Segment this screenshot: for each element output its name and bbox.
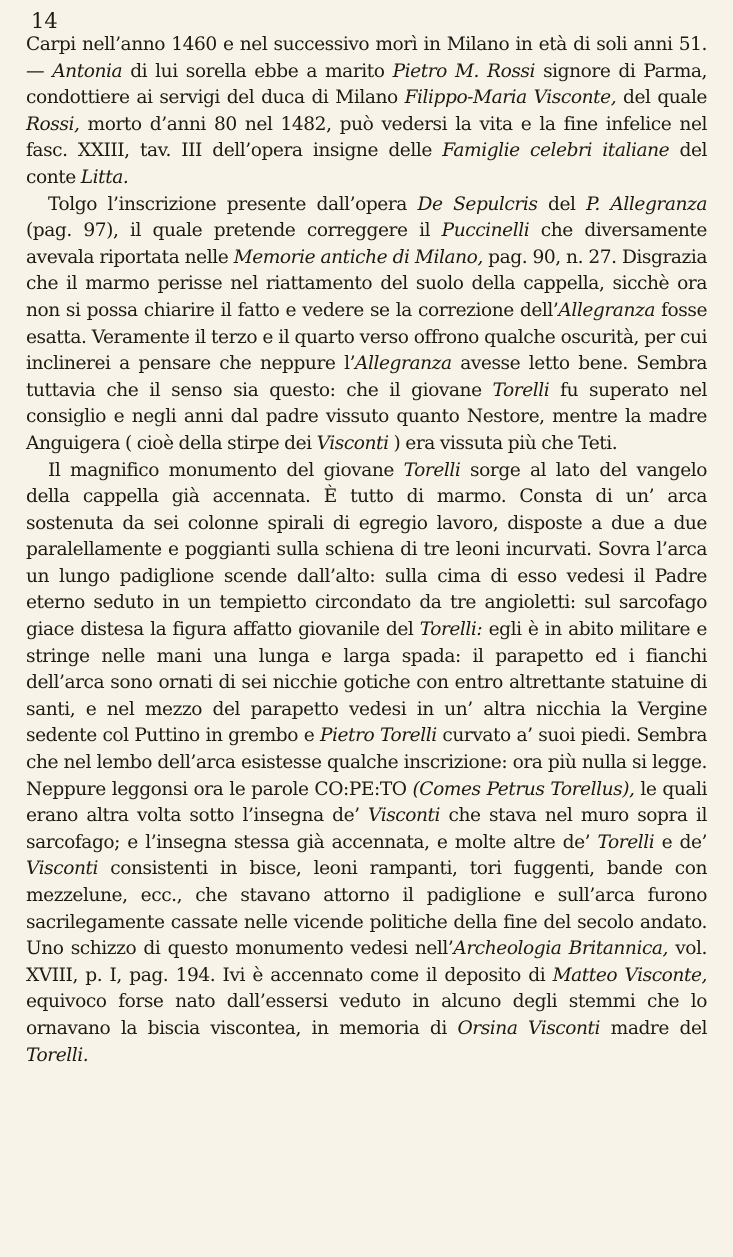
text-run: pag. 90, n. 27. Disgrazia che il marmo perisse nel riattamento del suolo della cappella, sicchè ora non si possa chiarire il fatto e vedere se la correzione dell’ bbox=[26, 246, 707, 321]
text-run: fosse esatta. Veramente il terzo e il quarto verso offrono qualche oscurità, per cui inclinerei a pensare che neppure l’ bbox=[26, 299, 707, 375]
text-run: e de’ bbox=[654, 831, 707, 853]
italic-run: (Comes Petrus Torellus), bbox=[412, 778, 635, 800]
italic-run: Torelli bbox=[403, 459, 461, 481]
italic-run: Pietro Torelli bbox=[319, 725, 437, 747]
italic-run: Memorie antiche di Milano, bbox=[233, 246, 483, 268]
italic-run: Famiglie celebri italiane bbox=[442, 140, 670, 162]
italic-run: Torelli: bbox=[419, 619, 483, 641]
text-run: del bbox=[537, 193, 587, 215]
italic-run: Visconti bbox=[26, 858, 98, 880]
italic-run: Litta. bbox=[80, 166, 129, 188]
text-run: morto d’anni 80 nel 1482, può vedersi la vita e la fine infelice nel fasc. XXIII, tav. III dell’opera insigne delle bbox=[26, 113, 707, 162]
text-run: ) era vissuta più che Teti. bbox=[388, 432, 618, 454]
italic-run: Visconti bbox=[316, 432, 389, 454]
italic-run: Torelli bbox=[597, 831, 655, 853]
paragraph-1 bbox=[26, 32, 707, 192]
text-run: che stava nel muro sopra il sarcofago; e l’insegna stessa già accennata, e molte altre de’ bbox=[26, 805, 707, 853]
text-run: Carpi nell’anno 1460 e nel successivo morì in Milano in età di soli anni 51. — bbox=[26, 34, 707, 82]
paragraph-2 bbox=[26, 192, 707, 458]
italic-run: Torelli. bbox=[26, 1044, 89, 1066]
text-run: madre del bbox=[600, 1017, 708, 1039]
italic-run: Pietro M. Rossi bbox=[392, 60, 536, 82]
text-run: fu superato nel consiglio e negli anni dal padre vissuto quanto Nestore, mentre la madre Anguigera ( cioè della stirpe dei bbox=[26, 379, 707, 454]
italic-run: P. Allegranza bbox=[586, 193, 707, 215]
text-run: Il magnifico monumento del giovane bbox=[48, 459, 404, 481]
text-run: (pag. 97), il quale pretende correggere il bbox=[26, 220, 442, 242]
italic-run: Orsina Visconti bbox=[457, 1017, 601, 1039]
text-run: del conte bbox=[26, 140, 707, 188]
italic-run: Visconti bbox=[368, 805, 441, 827]
italic-run: Puccinelli bbox=[441, 220, 530, 242]
text-run: del quale bbox=[616, 87, 707, 109]
text-run: curvato a’ suoi piedi. Sembra che nel lembo dell’arca esistesse qualche inscrizione: ora più nulla si legge. Neppure leggonsi ora le parole CO:PE:TO bbox=[26, 725, 707, 800]
text-run: signore di Parma, condottiere ai servigi del duca di Milano bbox=[26, 60, 707, 109]
page-body bbox=[26, 32, 707, 1069]
text-run: sorge al lato del vangelo della cappella già accennata. È tutto di marmo. Consta di un’ arca sostenuta da sei colonne spirali di egregio lavoro, disposte a due a due paralellamente e poggianti sulla schiena di tre leoni incurvati. Sovra l’arca un lungo padiglione scende dall’alto: sulla cima di esso vedesi il Padre eterno seduto in un tempietto circondato da tre angioletti: sul sarcofago giace distesa la figura affatto giovanile del bbox=[26, 459, 707, 641]
text-run: vol. XVIII, p. I, pag. 194. Ivi è accennato come il deposito di bbox=[26, 938, 707, 986]
italic-run: Matteo Visconte, bbox=[552, 964, 707, 986]
text-run: Tolgo l’inscrizione presente dall’opera bbox=[48, 193, 418, 215]
text-run: le quali erano altra volta sotto l’insegna de’ bbox=[26, 778, 707, 827]
page-number: 14 bbox=[31, 9, 58, 33]
text-run: avesse letto bene. Sembra tuttavia che il senso sia questo: che il giovane bbox=[26, 353, 707, 401]
italic-run: Allegranza bbox=[558, 299, 655, 321]
italic-run: Filippo-Maria Visconte, bbox=[404, 87, 617, 109]
text-run: egli è in abito militare e stringe nelle mani una lunga e larga spada: il parapetto ed i fianchi dell’arca sono ornati di sei nicchie gotiche con entro altrettante statuine di santi, e nel mezzo del parapetto vedesi in un’ altra nicchia la Vergine sedente col Puttino in grembo e bbox=[26, 619, 707, 747]
text-run: equivoco forse nato dall’essersi veduto in alcuno degli stemmi che lo ornavano la biscia viscontea, in memoria di bbox=[26, 991, 707, 1039]
italic-run: De Sepulcris bbox=[417, 193, 538, 215]
text-run: di lui sorella ebbe a marito bbox=[122, 60, 393, 82]
italic-run: Torelli bbox=[492, 379, 550, 401]
paragraph-3 bbox=[26, 458, 707, 1070]
italic-run: Allegranza bbox=[355, 353, 452, 375]
italic-run: Antonia bbox=[52, 60, 123, 82]
text-run: che diversamente avevala riportata nelle bbox=[26, 220, 707, 268]
text-run: consistenti in bisce, leoni rampanti, tori fuggenti, bande con mezzelune, ecc., che stavano attorno il padiglione e sull’arca furono sacrilegamente cassate nelle vicende politiche della fine del secolo andato. Uno schizzo di questo monumento vedesi nell’ bbox=[26, 858, 707, 960]
italic-run: Rossi, bbox=[26, 113, 80, 135]
italic-run: Archeologia Britannica, bbox=[453, 938, 669, 960]
